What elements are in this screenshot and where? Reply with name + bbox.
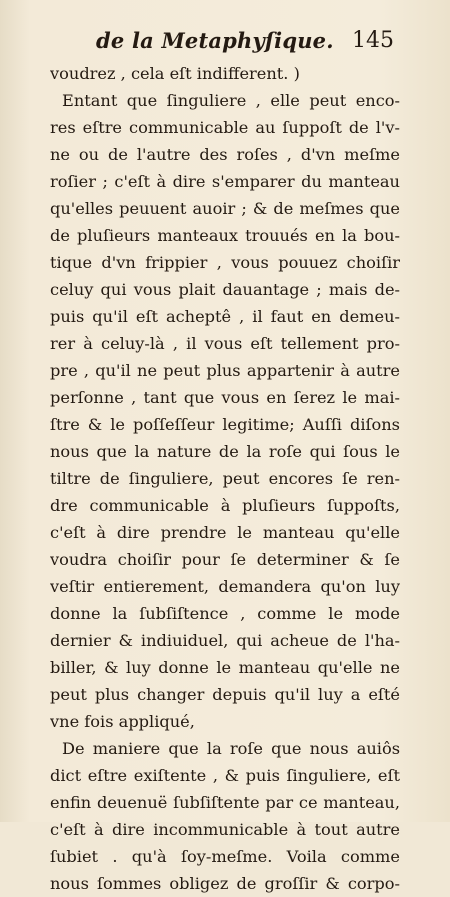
text-line: ne ou de l'autre des roſes , d'vn meſme [50, 145, 400, 164]
text-line: dernier & indiuiduel, qui acheue de l'ha- [50, 631, 400, 650]
text-line: c'eſt à dire incommunicable à tout autre [50, 820, 400, 839]
page-header [0, 28, 450, 56]
text-line: nous ſommes obligez de groſſir & corpo- [50, 874, 400, 893]
text-line: dict eſtre exiſtente , & puis ſinguliere, eſt [50, 766, 400, 785]
running-head: de la Metaphyſique. [96, 28, 334, 53]
text-line: vne fois appliqué, [50, 712, 195, 731]
text-line: pre , qu'il ne peut plus appartenir à autre [50, 361, 400, 380]
text-line: res eſtre communicable au ſuppoſt de l'v- [50, 118, 400, 137]
text-line: peut plus changer depuis qu'il luy a eſté [50, 685, 400, 704]
text-line: biller, & luy donne le manteau qu'elle ne [50, 658, 400, 677]
body-text [50, 60, 400, 897]
text-line: tiltre de ſinguliere, peut encores ſe ren- [50, 469, 400, 488]
text-line: rer à celuy-là , il vous eſt tellement pro- [50, 334, 400, 353]
text-line: tique d'vn frippier , vous pouuez choiſir [50, 253, 400, 272]
text-line: dre communicable à pluſieurs ſuppoſts, [50, 496, 400, 515]
text-line: ſtre & le poſſeſſeur legitime; Auſſi diſons [50, 415, 400, 434]
text-line: donne la ſubſiſtence , comme le mode [50, 604, 400, 623]
text-line: celuy qui vous plait dauantage ; mais de- [50, 280, 400, 299]
text-line: qu'elles peuuent auoir ; & de meſmes que [50, 199, 400, 218]
text-line: ſubiet . qu'à ſoy-meſme. Voila comme [50, 847, 400, 866]
text-line: enfin deuenuë ſubſiſtente par ce manteau, [50, 793, 400, 812]
text-line: perſonne , tant que vous en ſerez le mai- [50, 388, 400, 407]
page-number: 145 [352, 28, 394, 53]
text-line: de pluſieurs manteaux trouués en la bou- [50, 226, 400, 245]
text-line: voudrez , cela eſt indifferent. ) [50, 64, 300, 83]
text-line: c'eſt à dire prendre le manteau qu'elle [50, 523, 400, 542]
text-line: Entant que ſinguliere , elle peut enco- [62, 91, 400, 110]
text-line: roſier ; c'eſt à dire s'emparer du manteau [50, 172, 400, 191]
text-line: puis qu'il eſt acheptê , il faut en demeu- [50, 307, 400, 326]
text-line: De maniere que la roſe que nous auiôs [62, 739, 400, 758]
text-line: nous que la nature de la roſe qui ſous le [50, 442, 400, 461]
text-line: voudra choiſir pour ſe determiner & ſe [50, 550, 400, 569]
text-line: veſtir entierement, demandera qu'on luy [50, 577, 400, 596]
